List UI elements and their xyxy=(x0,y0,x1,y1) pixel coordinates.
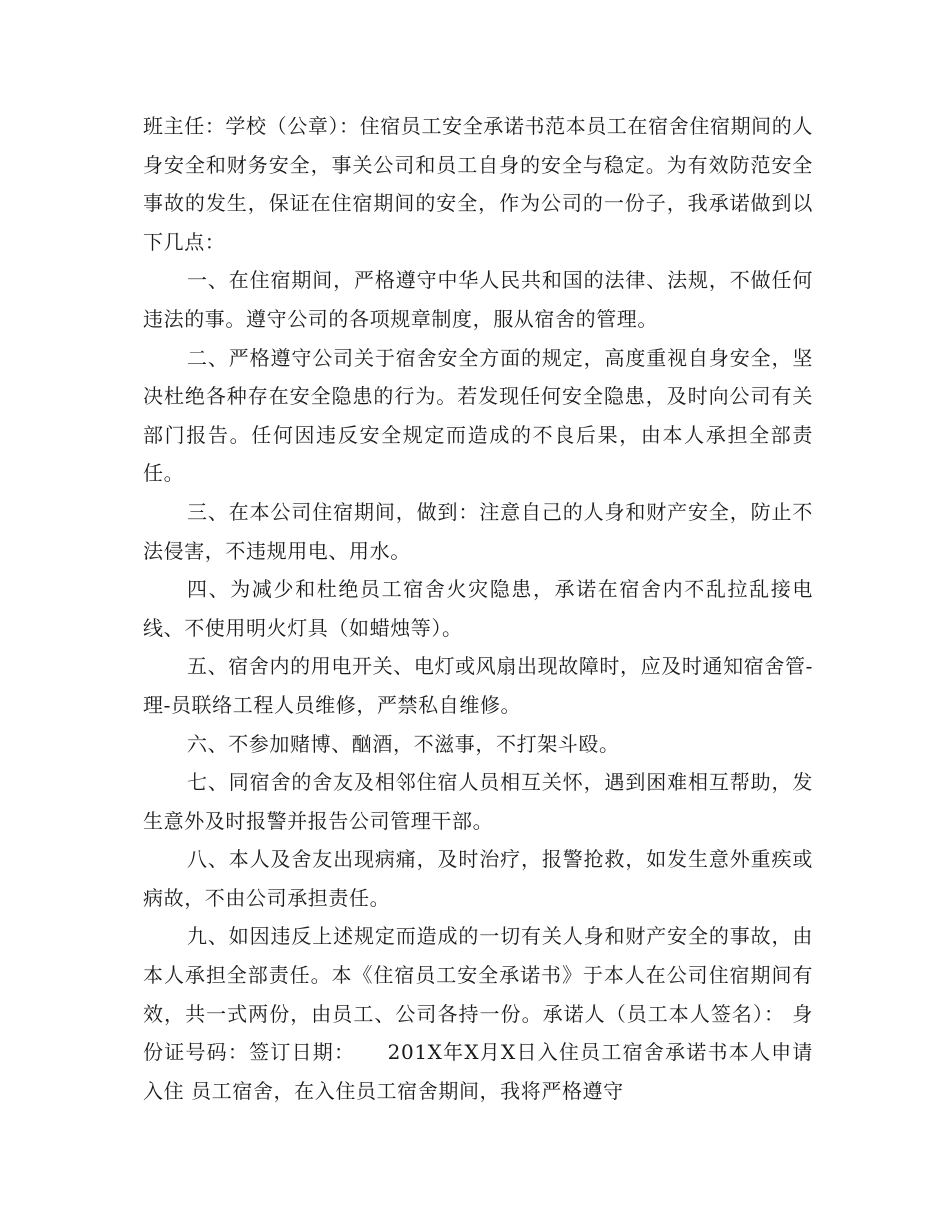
clause-6-paragraph: 六、不参加赌博、酗酒，不滋事，不打架斗殴。 xyxy=(187,731,620,756)
clause-4-paragraph: 四、为减少和杜绝员工宿舍火灾隐患，承诺在宿舍内不乱拉乱接电线、不使用明火灯具（如蜡烛等）。 xyxy=(143,577,813,640)
clause-3-paragraph: 三、在本公司住宿期间，做到：注意自己的人身和财产安全，防止不法侵害，不违规用电、用水。 xyxy=(143,499,813,563)
clause-7-paragraph: 七、同宿舍的舍友及相邻住宿人员相互关怀，遇到困难相互帮助，发生意外及时报警并报告公司管理干部。 xyxy=(143,770,813,833)
clause-8-paragraph: 八、本人及舍友出现病痛，及时治疗，报警抢救，如发生意外重疾或病故，不由公司承担责任。 xyxy=(143,847,813,910)
clause-5-paragraph: 五、宿舍内的用电开关、电灯或风扇出现故障时，应及时通知宿舍管-理-员联络工程人员维修，严禁私自维修。 xyxy=(143,654,813,717)
clause-2-paragraph: 二、严格遵守公司关于宿舍安全方面的规定，高度重视自身安全，坚决杜绝各种存在安全隐患的行为。若发现任何安全隐患，及时向公司有关部门报告。任何因违反安全规定而造成的不良后果，由本人承担全部责任。 xyxy=(143,345,813,486)
document-body xyxy=(143,107,813,1110)
intro-paragraph: 班主任：学校（公章）：住宿员工安全承诺书范本员工在宿舍住宿期间的人身安全和财务安全，事关公司和员工自身的安全与稳定。为有效防范安全事故的发生，保证在住宿期间的安全，作为公司的一份子，我承诺做到以下几点： xyxy=(143,114,813,254)
clause-9-paragraph: 九、如因违反上述规定而造成的一切有关人身和财产安全的事故，由本人承担全部责任。本《住宿员工安全承诺书》于本人在公司住宿期间有效，共一式两份，由员工、公司各持一份。承诺人（员工本人签名）： 身份证号码：签订日期： 201X年X月X日入住员工宿舍承诺书本人申请入住 员工宿舍，在入住员工宿舍期间，我将严格遵守 xyxy=(143,924,813,1103)
clause-1-paragraph: 一、在住宿期间，严格遵守中华人民共和国的法律、法规，不做任何违法的事。遵守公司的各项规章制度，服从宿舍的管理。 xyxy=(143,268,813,331)
